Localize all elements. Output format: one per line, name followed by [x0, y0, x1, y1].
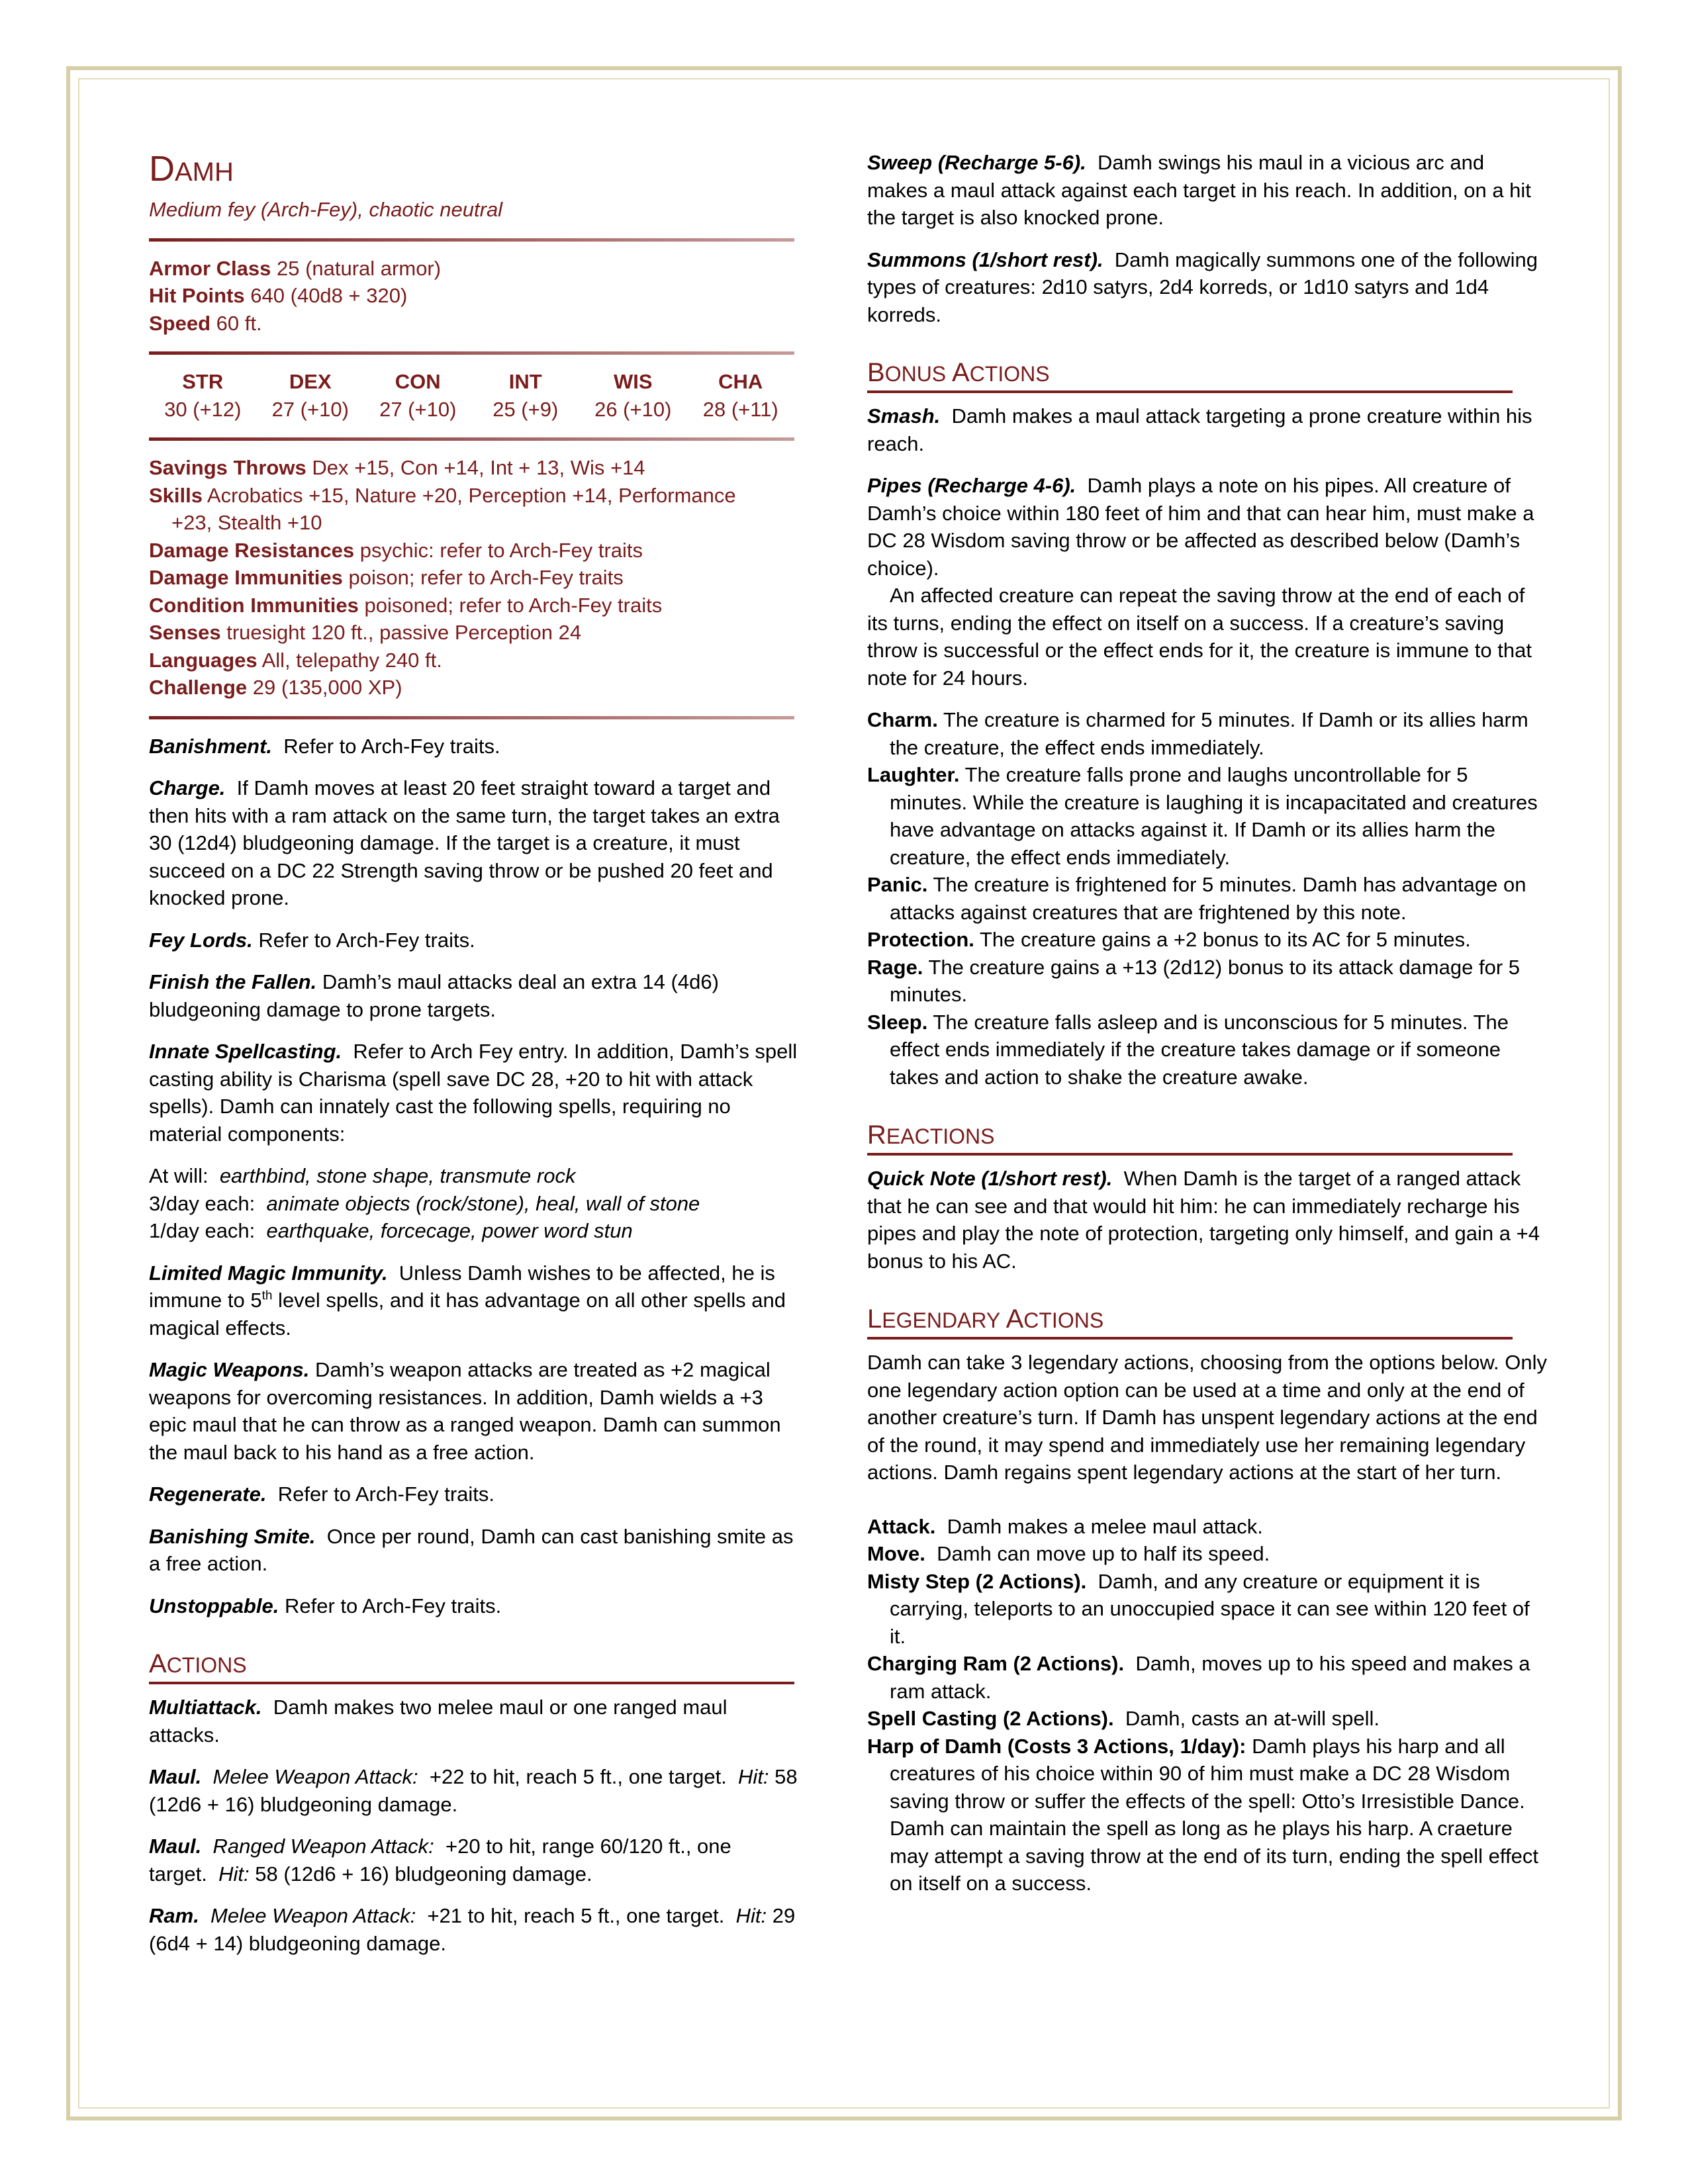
legendary-misty-step: Misty Step (2 Actions). Damh, and any creature or equipment it is carrying, teleports to an unoccupied space it can see within 120 feet of it.	[867, 1569, 1530, 1648]
trait-magic-weapons: Magic Weapons. Damh’s weapon attacks are treated as +2 magical weapons for overcoming resistances. In addition, Damh wields a +3 epic maul that he can throw as a ranged weapon. Damh can summon the maul back to his hand as a free action.	[149, 1358, 781, 1464]
trait-banishment: Banishment. Refer to Arch-Fey traits.	[149, 734, 500, 758]
actions-heading: ACTIONS	[149, 1649, 794, 1684]
legendary-actions-heading: LEGENDARY ACTIONS	[867, 1304, 1513, 1340]
condition-immunities: Condition Immunities poisoned; refer to Arch-Fey traits	[149, 593, 663, 617]
damage-resistances: Damage Resistances psychic: refer to Arch-Fey traits	[149, 538, 643, 562]
action-multiattack: Multiattack. Damh makes two melee maul or one ranged maul attacks.	[149, 1696, 727, 1747]
action-ram: Ram. Melee Weapon Attack: +21 to hit, reach 5 ft., one target. Hit: 29 (6d4 + 14) bludgeoning damage.	[149, 1904, 796, 1955]
damage-immunities: Damage Immunities poison; refer to Arch-Fey traits	[149, 566, 624, 589]
right-column	[867, 149, 1549, 1897]
bonus-pipes-repeat: An affected creature can repeat the saving throw at the end of each of its turns, ending the effect on itself on a success. If a creature’s saving throw is successful or the effect ends for it, the creature is immune to that note for 24 hours.	[867, 584, 1532, 690]
languages: Languages All, telepathy 240 ft.	[149, 648, 442, 672]
action-summons: Summons (1/short rest). Damh magically summons one of the following types of creatures: 2d10 satyrs, 2d4 korreds, or 1d10 satyrs and 1d4 korreds.	[867, 248, 1538, 326]
note-laughter: Laughter. The creature falls prone and laughs uncontrollable for 5 minutes. While the creature is laughing it is incapacitated and creatures have advantage on attacks against it. If Damh or its allies harm the creature, the effect ends immediately.	[867, 763, 1538, 869]
reaction-quick-note: Quick Note (1/short rest). When Damh is the target of a ranged attack that he can see and that would hit him: he can immediately recharge his pipes and play the note of protection, targeting only himself, and gain a +4 bonus to his AC.	[867, 1167, 1540, 1273]
divider	[149, 351, 794, 355]
bonus-smash: Smash. Damh makes a maul attack targeting a prone creature within his reach.	[867, 404, 1532, 455]
trait-finish-the-fallen: Finish the Fallen. Damh’s maul attacks deal an extra 14 (4d6) bludgeoning damage to prone targets.	[149, 970, 719, 1021]
skills-cont: +23, Stealth +10	[171, 511, 322, 534]
trait-fey-lords: Fey Lords. Refer to Arch-Fey traits.	[149, 928, 475, 952]
challenge: Challenge 29 (135,000 XP)	[149, 676, 402, 699]
monster-type: Medium fey (Arch-Fey), chaotic neutral	[149, 198, 503, 221]
spells-at-will: At will: earthbind, stone shape, transmute rock	[149, 1164, 576, 1187]
spells-1-day: 1/day each: earthquake, forcecage, power word stun	[149, 1219, 633, 1242]
armor-class: Armor Class 25 (natural armor)	[149, 256, 442, 280]
trait-regenerate: Regenerate. Refer to Arch-Fey traits.	[149, 1482, 495, 1506]
trait-innate-spellcasting: Innate Spellcasting. Refer to Arch Fey entry. In addition, Damh’s spell casting ability is Charisma (spell save DC 28, +20 to hit with attack spells). Damh can innately cast the following spells, requiring no material components:	[149, 1040, 798, 1146]
ability-scores: 30 (+12) 27 (+10) 27 (+10) 25 (+9) 26 (+10) 28 (+11)	[164, 397, 778, 421]
speed: Speed 60 ft.	[149, 311, 262, 335]
legendary-spell-casting: Spell Casting (2 Actions). Damh, casts an at-will spell.	[867, 1707, 1380, 1730]
note-charm: Charm. The creature is charmed for 5 minutes. If Damh or its allies harm the creature, the effect ends immediately.	[867, 708, 1528, 759]
left-column	[149, 149, 798, 1972]
bonus-actions-heading: BONUS ACTIONS	[867, 357, 1513, 393]
legendary-move: Move. Damh can move up to half its speed.	[867, 1542, 1270, 1565]
monster-name: DAMH	[149, 149, 234, 189]
reactions-heading: REACTIONS	[867, 1120, 1513, 1156]
note-protection: Protection. The creature gains a +2 bonus to its AC for 5 minutes.	[867, 928, 1471, 951]
trait-unstoppable: Unstoppable. Refer to Arch-Fey traits.	[149, 1594, 502, 1617]
legendary-attack: Attack. Damh makes a melee maul attack.	[867, 1514, 1263, 1538]
divider	[149, 716, 794, 719]
action-maul-ranged: Maul. Ranged Weapon Attack: +20 to hit, range 60/120 ft., one target. Hit: 58 (12d6 + 16) bludgeoning damage.	[149, 1835, 731, 1886]
spells-3-day: 3/day each: animate objects (rock/stone), heal, wall of stone	[149, 1191, 700, 1215]
ability-names: STR DEX CON INT WIS CHA	[182, 370, 763, 393]
legendary-intro: Damh can take 3 legendary actions, choosing from the options below. Only one legendary action option can be used at a time and only at the end of another creature’s turn. If Damh has unspent legendary actions at the end of the round, it may spend and immediately use her remaining legendary actions. Damh regains spent legendary actions at the start of her turn.	[867, 1351, 1548, 1484]
divider	[149, 238, 794, 242]
senses: Senses truesight 120 ft., passive Perception 24	[149, 621, 582, 644]
divider	[149, 437, 794, 441]
note-rage: Rage. The creature gains a +13 (2d12) bonus to its attack damage for 5 minutes.	[867, 955, 1520, 1006]
hit-points: Hit Points 640 (40d8 + 320)	[149, 284, 408, 307]
note-panic: Panic. The creature is frightened for 5 minutes. Damh has advantage on attacks against creatures that are frightened by this note.	[867, 873, 1526, 924]
action-sweep: Sweep (Recharge 5-6). Damh swings his maul in a vicious arc and makes a maul attack against each target in his reach. In addition, on a hit the target is also knocked prone.	[867, 151, 1531, 229]
skills: Skills Acrobatics +15, Nature +20, Perception +14, Performance	[149, 483, 736, 507]
legendary-harp-of-damh: Harp of Damh (Costs 3 Actions, 1/day): Damh plays his harp and all creatures of his choice within 90 of him must make a DC 28 Wisdom saving throw or suffer the effects of the spell: Otto’s Irresistible Dance. Damh can maintain the spell as long as he plays his harp. A craeture may attempt a saving throw at the end of its turn, ending the spell effect on itself on a success.	[867, 1734, 1538, 1895]
trait-limited-magic-immunity: Limited Magic Immunity. Unless Damh wishes to be affected, he is immune to 5th level spells, and it has advantage on all other spells and magical effects.	[149, 1261, 786, 1340]
trait-charge: Charge. If Damh moves at least 20 feet straight toward a target and then hits with a ram attack on the same turn, the target takes an extra 30 (12d4) bludgeoning damage. If the target is a creature, it must succeed on a DC 22 Strength saving throw or be pushed 20 feet and knocked prone.	[149, 776, 780, 909]
legendary-charging-ram: Charging Ram (2 Actions). Damh, moves up to his speed and makes a ram attack.	[867, 1652, 1530, 1703]
note-sleep: Sleep. The creature falls asleep and is unconscious for 5 minutes. The effect ends immediately if the creature takes damage or if someone takes and action to shake the creature awake.	[867, 1010, 1509, 1089]
bonus-pipes: Pipes (Recharge 4-6). Damh plays a note on his pipes. All creature of Damh’s choice within 180 feet of him and that can hear him, must make a DC 28 Wisdom saving throw or be affected as described below (Damh’s choice).	[867, 474, 1534, 580]
action-maul-melee: Maul. Melee Weapon Attack: +22 to hit, reach 5 ft., one target. Hit: 58 (12d6 + 16) bludgeoning damage.	[149, 1765, 798, 1816]
trait-banishing-smite: Banishing Smite. Once per round, Damh can cast banishing smite as a free action.	[149, 1524, 794, 1575]
saving-throws: Savings Throws Dex +15, Con +14, Int + 13, Wis +14	[149, 456, 645, 479]
